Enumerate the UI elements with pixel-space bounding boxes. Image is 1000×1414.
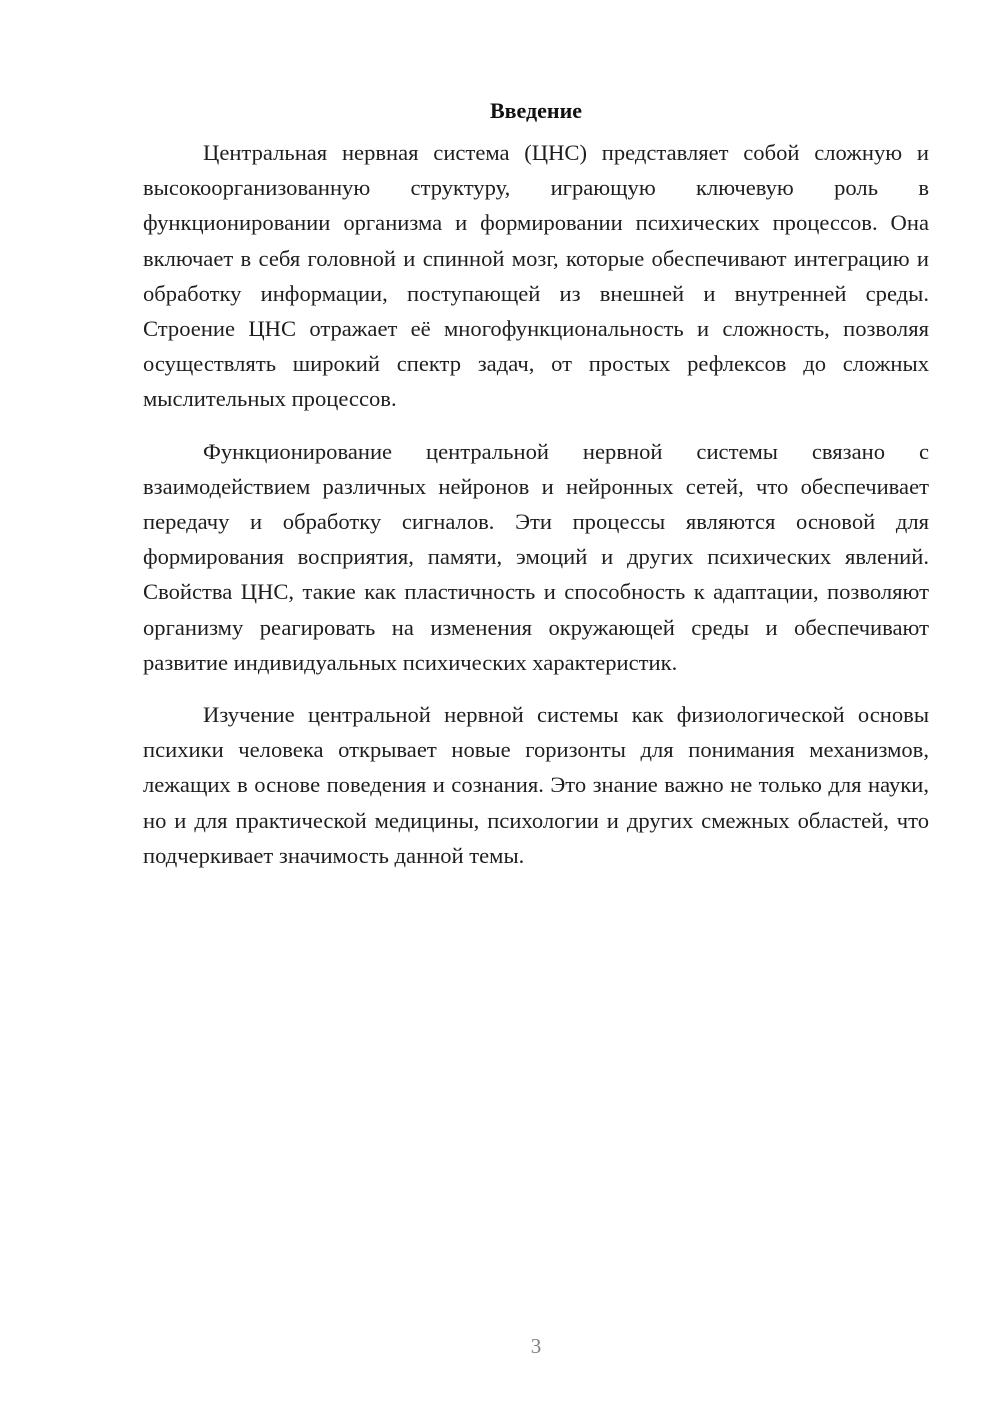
section-heading: Введение xyxy=(489,98,583,123)
paragraph-1: Центральная нервная система (ЦНС) представляет собой сложную и высокоорганизованную структуру, играющую ключевую роль в функционировании организма и формировании психических процессов. Она включает в себя головной и спинной мозг, которые обеспечивают интеграцию и обработку информации, поступающей из внешней и внутренней среды. Строение ЦНС отражает её многофункциональность и сложность, позволяя осуществлять широкий спектр задач, от простых рефлексов до сложных мыслительных процессов. xyxy=(143,140,929,412)
paragraph-3: Изучение центральной нервной системы как физиологической основы психики человека открывает новые горизонты для понимания механизмов, лежащих в основе поведения и сознания. Это знание важно не только для науки, но и для практической медицины, психологии и других смежных областей, что подчеркивает значимость данной темы. xyxy=(143,702,929,868)
page-content xyxy=(143,96,929,873)
paragraph-2: Функционирование центральной нервной системы связано с взаимодействием различных нейронов и нейронных сетей, что обеспечивает передачу и обработку сигналов. Эти процессы являются основой для формирования восприятия, памяти, эмоций и других психических явлений. Свойства ЦНС, такие как пластичность и способность к адаптации, позволяют организму реагировать на изменения окружающей среды и обеспечивают развитие индивидуальных психических характеристик. xyxy=(143,438,929,675)
page-number: 3 xyxy=(530,1334,542,1358)
